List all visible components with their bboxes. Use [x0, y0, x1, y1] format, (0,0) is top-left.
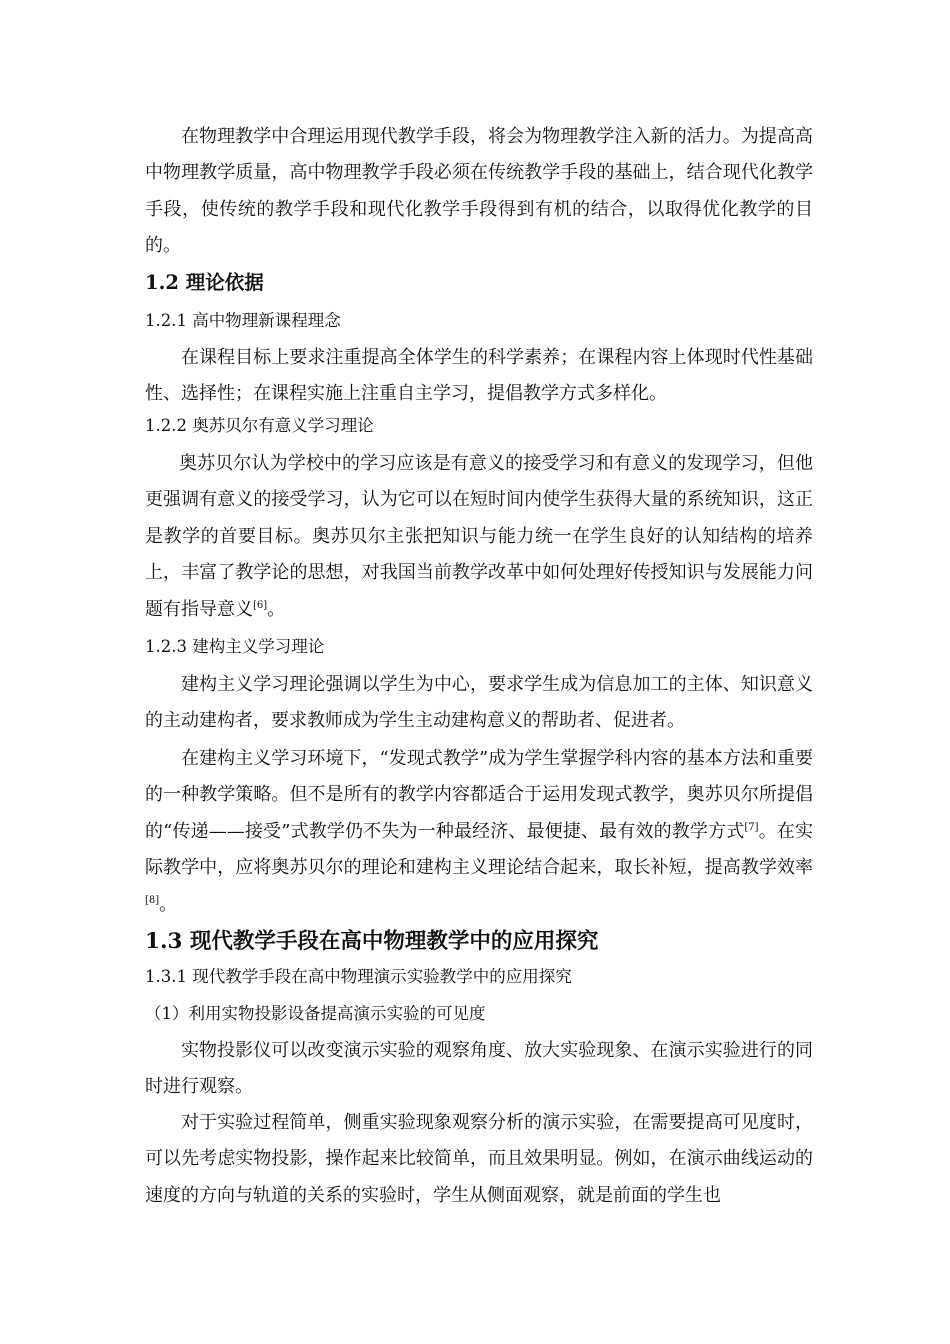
paragraph-1-3-1-b: 对于实验过程简单，侧重实验现象观察分析的演示实验，在需要提高可见度时，可以先考虑实物投影，操作起来比较简单，而且效果明显。例如，在演示曲线运动的速度的方向与轨道的关系的实验时，学生从侧面观察，就是前面的学生也: [145, 1112, 813, 1206]
item-heading-1: （1）利用实物投影设备提高演示实验的可见度: [145, 1004, 486, 1023]
paragraph-1-2-3-b-text-1: 在建构主义学习环境下，“发现式教学”成为学生掌握学科内容的基本方法和重要的一种教学策略。但不是所有的教学内容都适合于运用发现式教学，奥苏贝尔所提倡的“传递——接受”式教学仍不失为一种最经济、最便捷、最有效的教学方式: [145, 748, 813, 842]
paragraph-1-2-3-b: [145, 741, 813, 923]
citation-6: [6]: [253, 599, 268, 611]
paragraph-1-2-2-end: 。: [267, 598, 286, 620]
citation-7: [7]: [744, 821, 759, 833]
paragraph-1-2-1: 在课程目标上要求注重提高全体学生的科学素养；在课程内容上体现时代性基础性、选择性；在课程实施上注重自主学习，提倡教学方式多样化。: [145, 347, 813, 405]
paragraph-1-2-3-b-end: 。: [159, 893, 178, 915]
paragraph-1-2-2-text: 奥苏贝尔认为学校中的学习应该是有意义的接受学习和有意义的发现学习，但他更强调有意义的接受学习，认为它可以在短时间内使学生获得大量的系统知识，这正是教学的首要目标。奥苏贝尔主张把知识与能力统一在学生良好的认知结构的培养上，丰富了教学论的思想，对我国当前教学改革中如何处理好传授知识与发展能力问题有指导意义: [145, 453, 813, 620]
paragraph-1-2-2: [145, 446, 813, 628]
paragraph-1-2-3-b-text-2: 。在实际教学中，应将奥苏贝尔的理论和建构主义理论结合起来，取长补短，提高教学效率: [145, 820, 813, 879]
section-heading-1-3: 1.3 现代教学手段在高中物理教学中的应用探究: [145, 929, 599, 954]
citation-8: [8]: [145, 894, 160, 906]
subsection-heading-1-2-3: 1.2.3 建构主义学习理论: [145, 637, 325, 656]
subsection-heading-1-2-1: 1.2.1 高中物理新课程理念: [145, 311, 341, 330]
subsection-heading-1-3-1: 1.3.1 现代教学手段在高中物理演示实验教学中的应用探究: [145, 967, 572, 986]
intro-paragraph: 在物理教学中合理运用现代教学手段，将会为物理教学注入新的活力。为提高高中物理教学质量，高中物理教学手段必须在传统教学手段的基础上，结合现代化教学手段，使传统的教学手段和现代化教学手段得到有机的结合，以取得优化教学的目的。: [145, 126, 813, 257]
section-heading-1-2: 1.2 理论依据: [145, 271, 264, 294]
paragraph-1-3-1-a: 实物投影仪可以改变演示实验的观察角度、放大实验现象、在演示实验进行的同时进行观察。: [145, 1040, 813, 1098]
subsection-heading-1-2-2: 1.2.2 奥苏贝尔有意义学习理论: [145, 416, 374, 435]
paragraph-1-2-3-a: 建构主义学习理论强调以学生为中心，要求学生成为信息加工的主体、知识意义的主动建构者，要求教师成为学生主动建构意义的帮助者、促进者。: [145, 674, 813, 732]
